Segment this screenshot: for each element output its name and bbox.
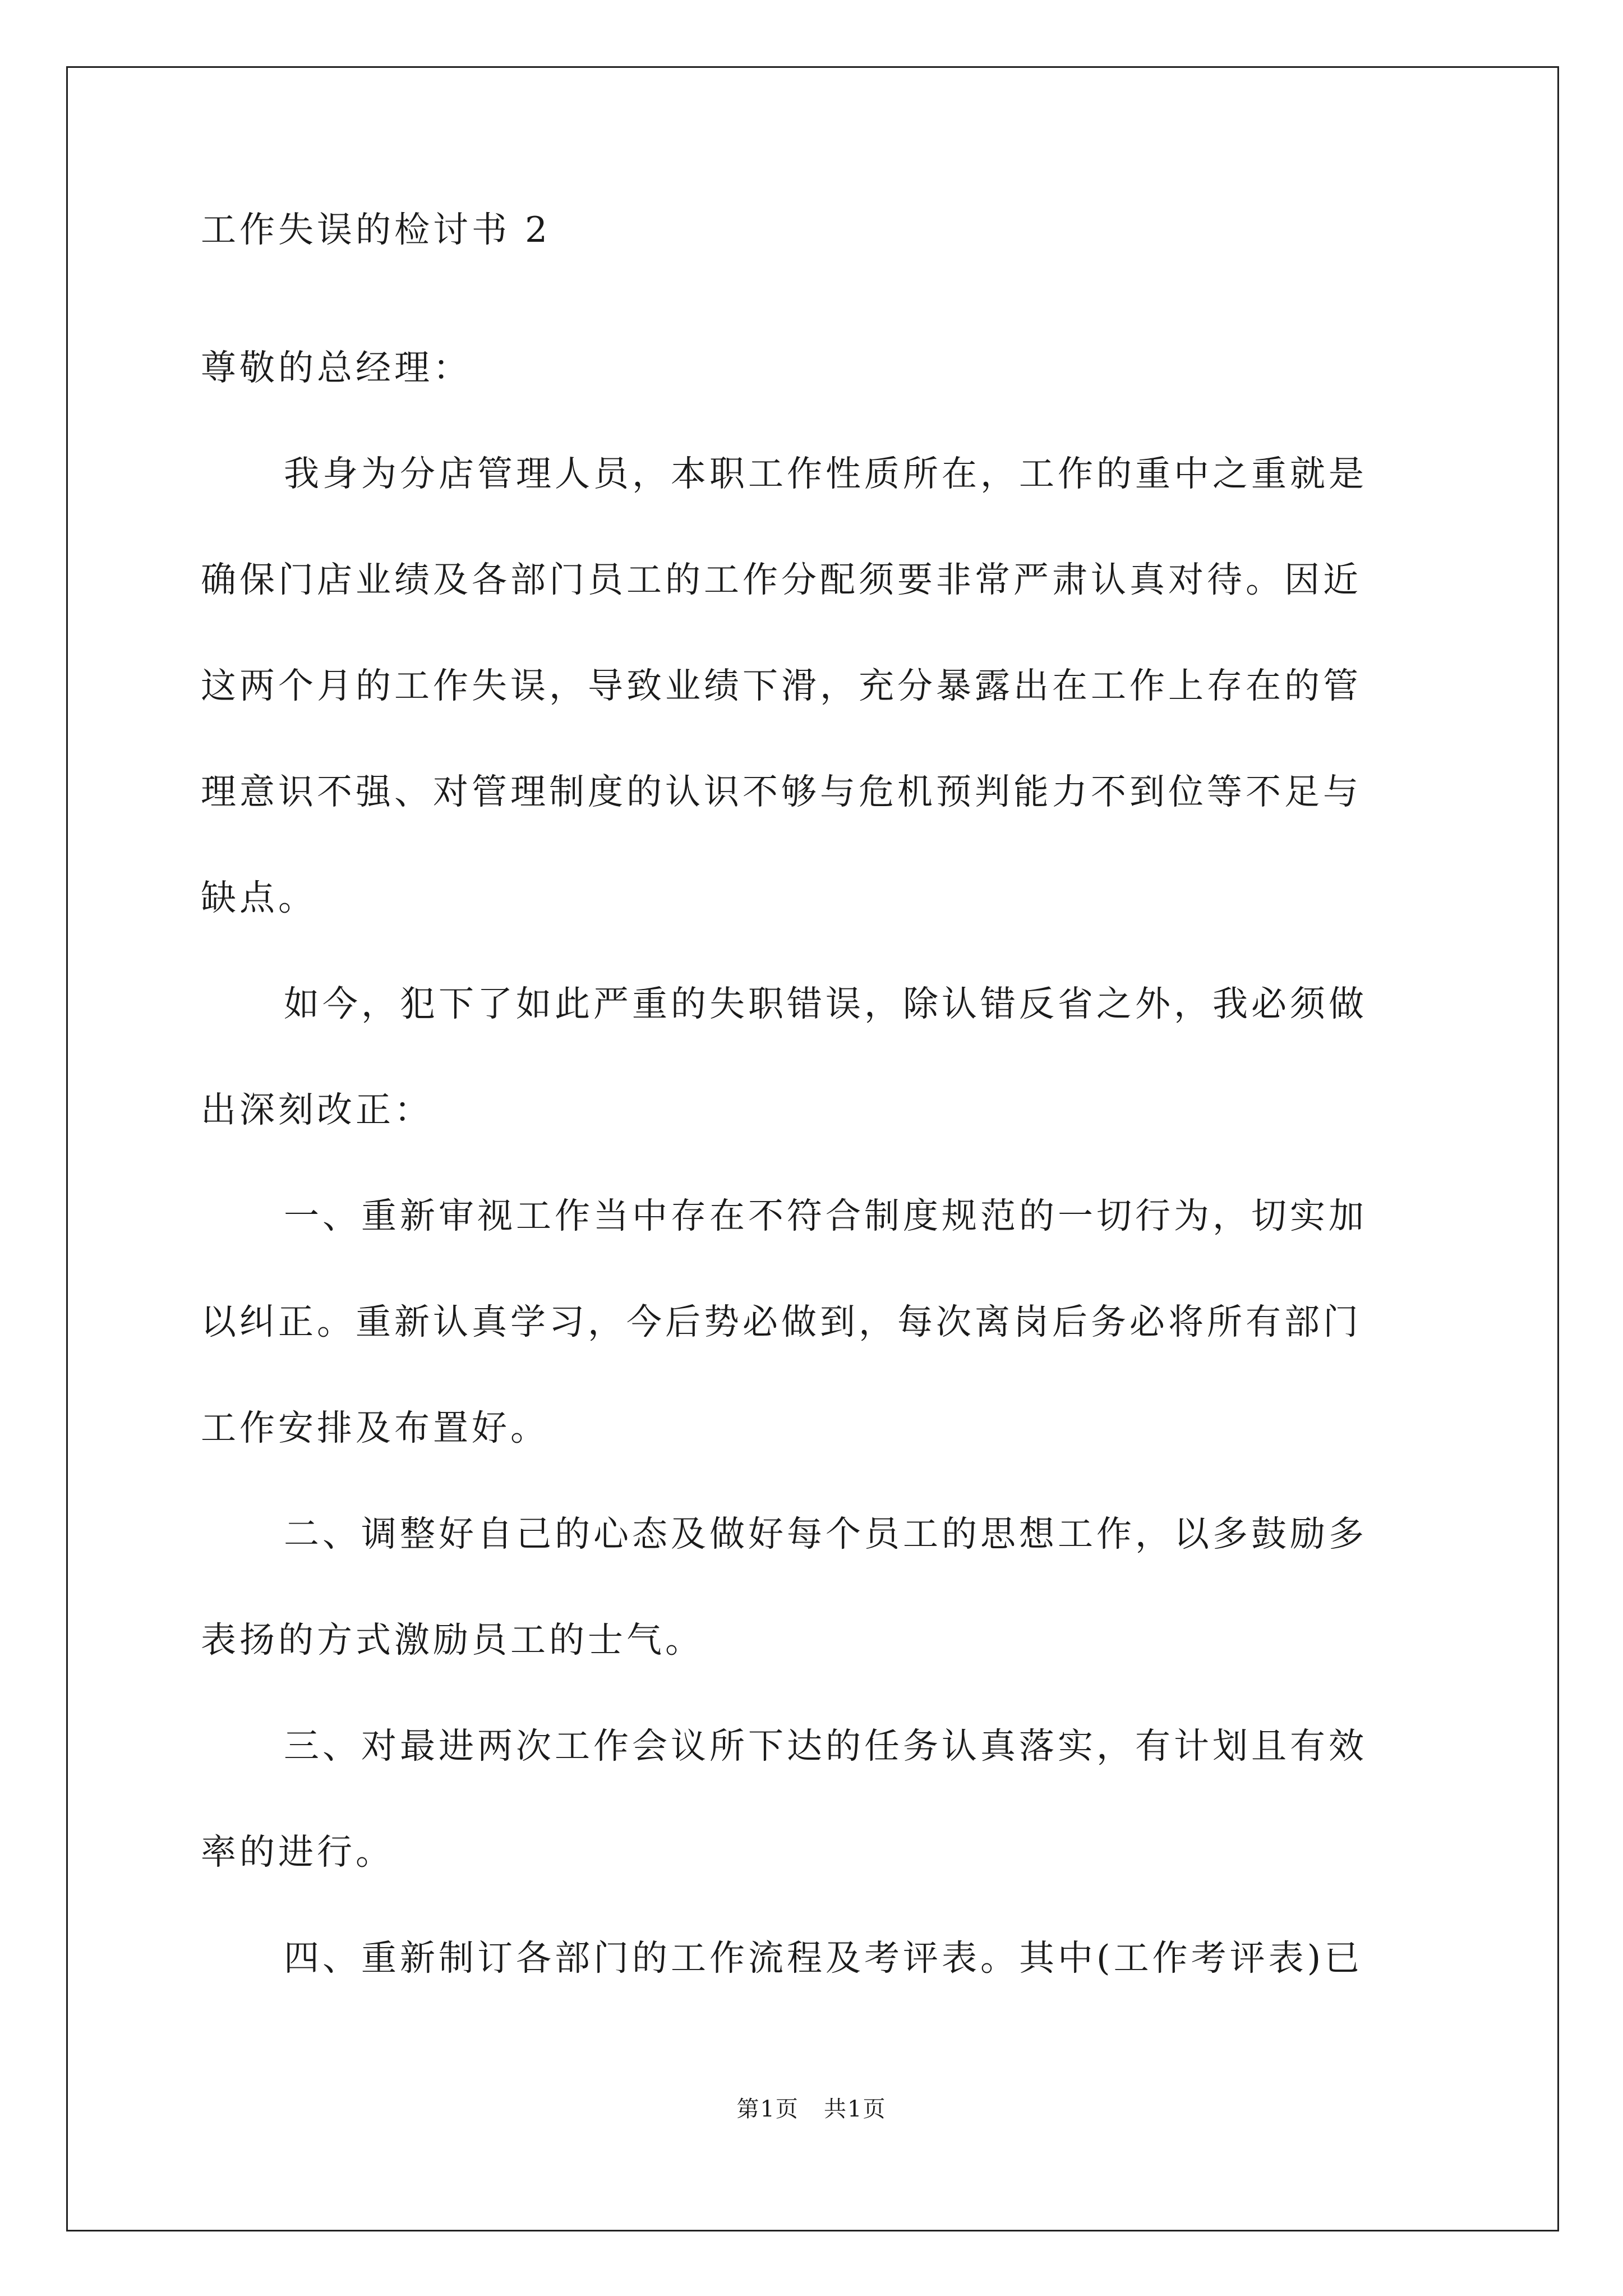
paragraph: [201, 1163, 1435, 1481]
paragraph-line: 缺点。: [201, 877, 317, 918]
paragraph-line: 一、重新审视工作当中存在不符合制度规范的一切行为，切实加: [284, 1195, 1367, 1236]
paragraph-line: 表扬的方式激励员工的士气。: [201, 1619, 704, 1660]
paragraph-line: 出深刻改正：: [201, 1089, 433, 1130]
paragraph-line: 确保门店业绩及各部门员工的工作分配须要非常严肃认真对待。因近: [201, 559, 1362, 600]
document-title: 工作失误的检讨书 2: [201, 209, 551, 250]
paragraph-line: 四、重新制订各部门的工作流程及考评表。其中(工作考评表)已: [284, 1938, 1363, 1978]
paragraph: [201, 1905, 1435, 2011]
paragraph-line: 三、对最进两次工作会议所下达的任务认真落实，有计划且有效: [284, 1726, 1367, 1766]
paragraph: [201, 421, 1435, 951]
paragraph-line: 工作安排及布置好。: [201, 1407, 549, 1448]
paragraph-line: 理意识不强、对管理制度的认识不够与危机预判能力不到位等不足与: [201, 771, 1362, 812]
paragraph-line: 如今，犯下了如此严重的失职错误，除认错反省之外，我必须做: [284, 983, 1367, 1024]
paragraph-line: 这两个月的工作失误，导致业绩下滑，充分暴露出在工作上存在的管: [201, 665, 1362, 706]
paragraph-line: 率的进行。: [201, 1832, 394, 1872]
paragraph-line: 二、调整好自己的心态及做好每个员工的思想工作，以多鼓励多: [284, 1513, 1367, 1554]
greeting: 尊敬的总经理：: [201, 347, 472, 388]
page-number: 第1页 共1页: [736, 2096, 887, 2122]
paragraph-line: 以纠正。重新认真学习，今后势必做到，每次离岗后务必将所有部门: [201, 1301, 1362, 1342]
paragraph: [201, 951, 1435, 1163]
paragraph: [201, 1481, 1435, 1693]
document-body: [201, 209, 1435, 2011]
paragraph: [201, 1693, 1435, 1905]
paragraph-line: 我身为分店管理人员，本职工作性质所在，工作的重中之重就是: [284, 453, 1367, 494]
